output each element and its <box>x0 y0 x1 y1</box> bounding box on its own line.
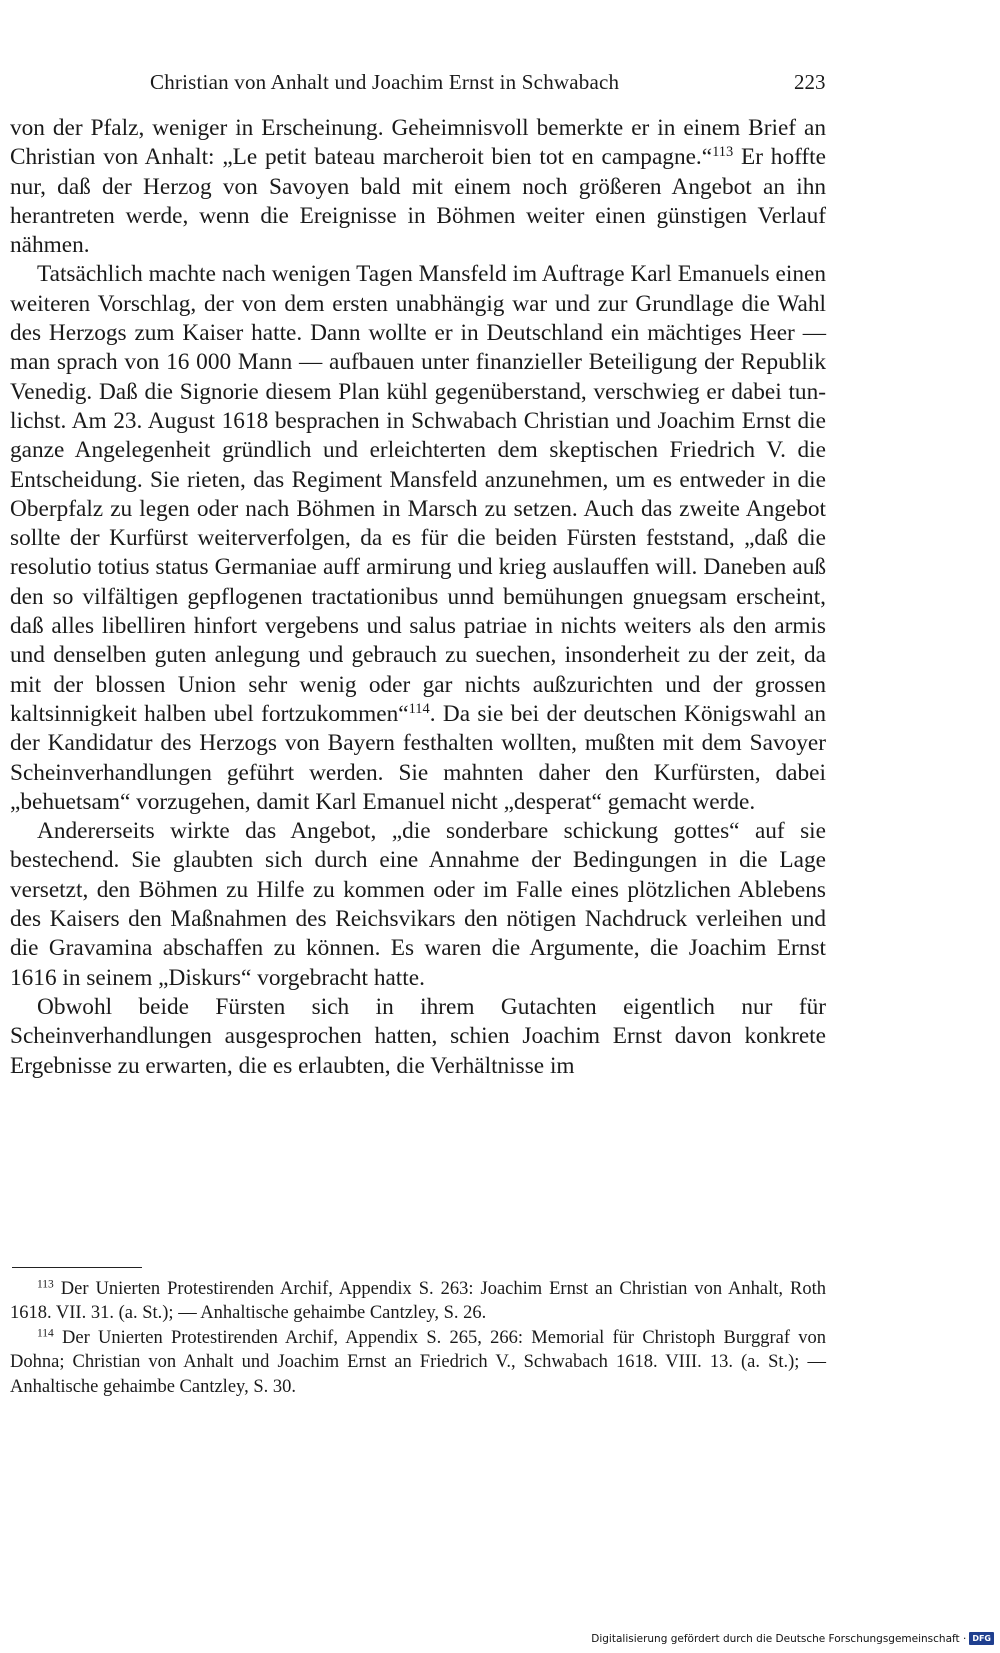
digitization-credit <box>591 1632 994 1645</box>
footnote-text: Der Unierten Protestirenden Archif, Appendix S. 263: Joachim Ernst an Christian von Anhalt, Roth 1618. VII. 31. (a. St.); — Anhaltische gehaimbe Cantzley, S. 26. <box>10 1279 826 1324</box>
running-title: Christian von Anhalt und Joachim Ernst in Schwabach <box>150 70 620 94</box>
footnote-text: Der Unierten Protestirenden Archif, Appendix S. 265, 266: Memorial für Christoph Burggraf von Dohna; Christian von Anhalt und Joachim Ernst an Friedrich V., Schwabach 1618. VIII. 13. (a. St.); — Anhaltische gehaimbe Cantzley, S. 30. <box>10 1327 826 1397</box>
paragraph-4: Obwohl beide Fürsten sich in ihrem Gutachten eigentlich nur für Scheinverhandlungen ausgesprochen hatten, schien Joachim Ernst davon konkrete Ergebnisse zu erwarten, die es erlaubten, die Verhältnisse im <box>10 993 826 1079</box>
footnote-ref-114: 114 <box>408 701 430 717</box>
footnote-divider <box>12 1267 142 1268</box>
dfg-logo: DFG <box>969 1632 994 1645</box>
credit-text: Digitalisierung gefördert durch die Deutsche Forschungsgemeinschaft · <box>591 1632 967 1645</box>
paragraph-3: Andererseits wirkte das Angebot, „die sonderbare schickung gottes“ auf sie bestechend. Sie glaubten sich durch eine Annahme der Bedingungen in die Lage versetzt, den Böhmen zu Hilfe zu kommen oder im Falle eines plötzlichen Ablebens des Kaisers den Maßnahmen des Reichsvikars den nötigen Nachdruck verleihen und die Gravamina abschaffen zu können. Es waren die Argumente, die Joachim Ernst 1616 in seinem „Diskurs“ vorgebracht hatte. <box>10 818 826 991</box>
page-number: 223 <box>794 70 826 94</box>
paragraph-2 <box>10 260 826 817</box>
footnote-114 <box>10 1326 826 1399</box>
footnote-number: 114 <box>37 1327 54 1340</box>
running-head <box>0 70 1000 104</box>
paragraph-2-text: Tatsächlich machte nach wenigen Tagen Mansfeld im Auftrage Karl Emanuels einen weiteren Vorschlag, der von dem ersten unabhängig war und zur Grundlage die Wahl des Herzogs zum Kaiser hatte. Dann wollte er in Deutschland ein mächtiges Heer — man sprach von 16 000 Mann — aufbauen unter finanzieller Beteiligung der Republik Venedig. Daß die Signorie diesem Plan kühl gegenüberstand, verschwieg er dabei tunlichst. Am 23. August 1618 besprachen in Schwabach Christian und Joachim Ernst die ganze Angelegenheit gründlich und erleichterten dem skeptischen Friedrich V. die Entscheidung. Sie rieten, das Regiment Mansfeld anzunehmen, um es entweder in die Oberpfalz zu legen oder nach Böhmen in Marsch zu setzen. Auch das zweite Angebot sollte der Kurfürst weiterverfolgen, da es für die beiden Fürsten feststand, „daß die resolutio totius status Germaniae auff armirung und krieg auslauffen will. Daneben auß den so vilfältigen gepflogenen tractationibus unnd bemühungen gnuegsam erscheint, daß alles libelliren hinfort vergebens und salus patriae in nichts weiters als den armis und denselben guten anlegung und gebrauch zu suechen, insonderheit zu der zeit, da mit der blossen Union sehr wenig oder gar nichts außzurichten und der grossen kaltsinnigkeit halben ubel fortzukommen“ <box>10 261 826 727</box>
footnotes <box>10 1277 826 1399</box>
body-text <box>10 114 826 1081</box>
paragraph-1 <box>10 114 826 260</box>
footnote-113 <box>10 1277 826 1326</box>
footnote-number: 113 <box>37 1278 54 1291</box>
footnote-ref-113: 113 <box>712 144 734 161</box>
paragraph-1-rest: Er hoffte nur, daß der Herzog von Savoyen bald mit einem noch größeren Angebot an ihn herantreten werde, wenn die Ereignisse in Böhmen weiter einen günstigen Verlauf nähmen. <box>10 144 826 259</box>
paragraph-2-rest: . Da sie bei der deutschen Königswahl an der Kandidatur des Herzogs von Bayern festhalten wollten, mußten mit dem Savoyer Scheinverhandlungen geführt werden. Sie mahnten daher den Kurfürsten, dabei „behuetsam“ vorzugehen, damit Karl Emanuel nicht „desperat“ gemacht werde. <box>10 700 826 815</box>
paragraph-1-text: von der Pfalz, weniger in Erscheinung. Geheimnisvoll bemerkte er in einem Brief an Christian von Anhalt: „Le petit bateau marcheroit bien tot en campagne.“ <box>10 115 826 171</box>
